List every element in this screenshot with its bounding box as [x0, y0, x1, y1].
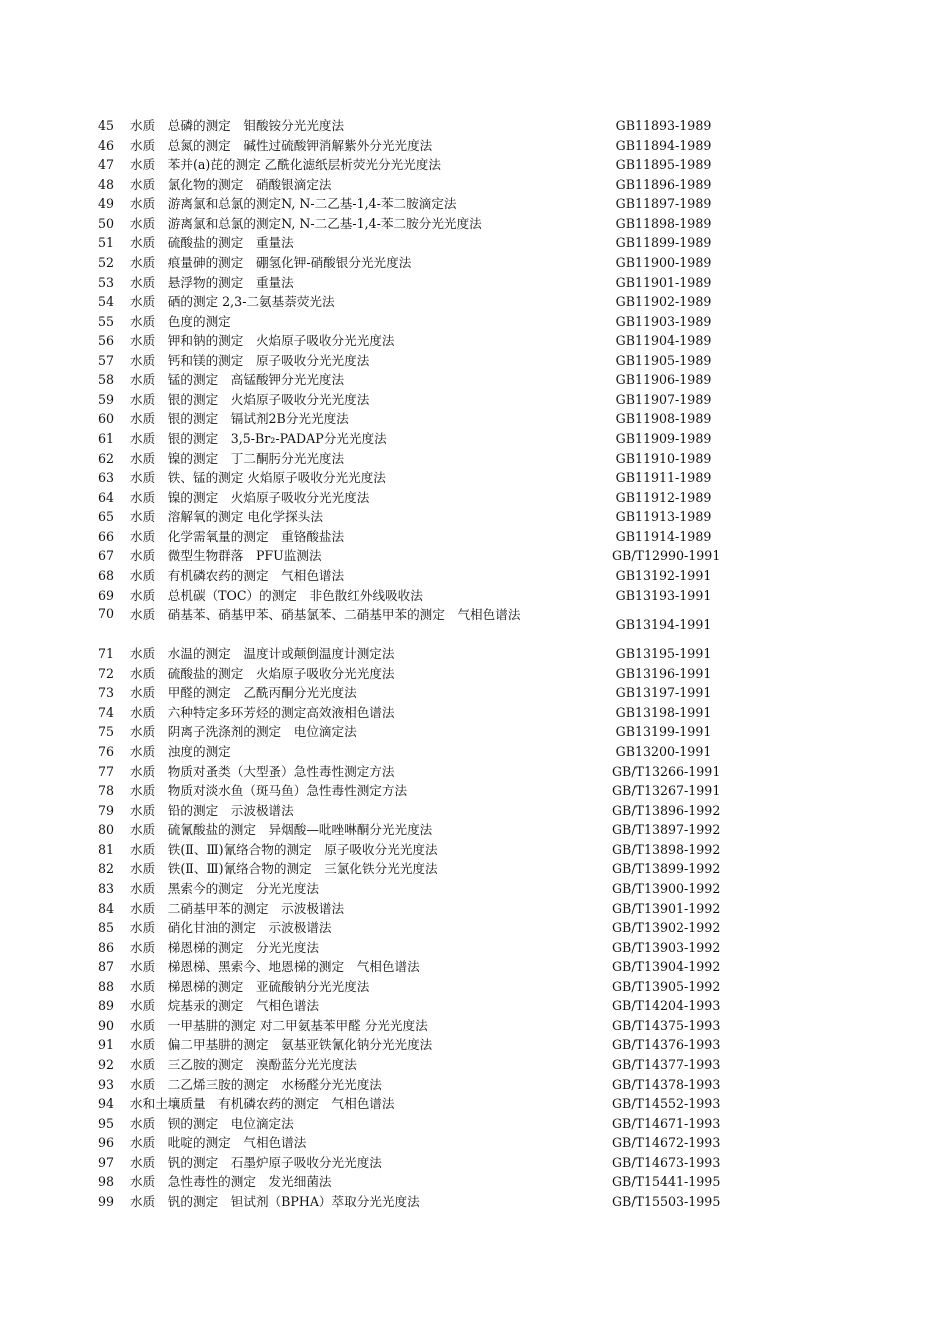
standard-title: 水质 物质对蚤类（大型蚤）急性毒性测定方法	[130, 763, 395, 779]
standard-code: GB/T13898-1992	[612, 841, 721, 857]
table-row	[92, 683, 732, 703]
table-row	[92, 605, 732, 644]
row-number: 76	[97, 744, 114, 759]
table-row	[92, 175, 732, 195]
row-number: 80	[97, 822, 114, 838]
standard-code: GB/T14673-1993	[612, 1154, 721, 1170]
table-row	[92, 1153, 732, 1173]
table-row	[92, 312, 732, 332]
standard-title: 水质 氯化物的测定 硝酸银滴定法	[130, 176, 332, 192]
standard-code: GB11911-1989	[615, 470, 712, 486]
standard-code: GB11903-1989	[615, 313, 712, 329]
standard-code: GB/T12990-1991	[612, 548, 721, 564]
standard-code: GB/T14378-1993	[612, 1076, 721, 1092]
standard-title: 水质 甲醛的测定 乙酰丙酮分光光度法	[130, 685, 357, 701]
table-row	[92, 136, 732, 156]
table-row	[92, 644, 732, 664]
row-number: 63	[97, 470, 114, 486]
standard-title: 水质 梯恩梯的测定 亚硫酸钠分光光度法	[130, 978, 370, 994]
row-number: 47	[97, 157, 114, 173]
table-row	[92, 586, 732, 606]
standard-code: GB/T14552-1993	[612, 1096, 721, 1112]
table-row	[92, 1192, 732, 1212]
row-number: 45	[97, 118, 114, 133]
standard-code: GB11907-1989	[615, 391, 712, 407]
standard-code: GB/T14376-1993	[612, 1037, 721, 1053]
table-row	[92, 273, 732, 293]
standard-title: 水质 银的测定 3,5-Br₂-PADAP分光光度法	[130, 431, 387, 446]
table-row	[92, 1094, 732, 1114]
standard-code: GB/T13904-1992	[612, 959, 721, 975]
row-number: 93	[97, 1076, 114, 1092]
standard-code: GB/T13897-1992	[612, 822, 721, 838]
row-number: 78	[97, 783, 114, 799]
standard-code: GB13199-1991	[615, 724, 712, 740]
standard-code: GB/T13899-1992	[612, 861, 721, 877]
row-number: 46	[97, 137, 114, 153]
standard-title: 水质 痕量砷的测定 硼氢化钾-硝酸银分光光度法	[130, 254, 412, 270]
standard-title: 水质 总氮的测定 碱性过硫酸钾消解紫外分光光度法	[130, 137, 433, 153]
standard-code: GB/T13266-1991	[612, 763, 721, 779]
standard-code: GB11913-1989	[615, 509, 712, 525]
row-number: 74	[97, 704, 114, 720]
standard-title: 水质 化学需氧量的测定 重铬酸盐法	[130, 528, 345, 544]
standard-title: 水质 钒的测定 钽试剂（BPHA）萃取分光光度法	[130, 1193, 420, 1209]
standard-code: GB/T14375-1993	[612, 1017, 721, 1033]
table-row	[92, 331, 732, 351]
row-number: 72	[97, 665, 114, 681]
table-row	[92, 820, 732, 840]
row-number: 73	[97, 685, 114, 701]
standard-code: GB13198-1991	[615, 704, 712, 720]
row-number: 92	[97, 1057, 114, 1072]
row-number: 77	[97, 763, 114, 779]
row-number: 71	[97, 646, 114, 662]
row-number: 57	[97, 352, 114, 368]
row-number: 54	[97, 294, 114, 310]
standard-title: 水质 黑索今的测定 分光光度法	[130, 880, 319, 896]
standard-title: 水质 锰的测定 高锰酸钾分光光度法	[130, 372, 345, 388]
standard-title: 水质 总机碳（TOC）的测定 非色散红外线吸收法	[130, 587, 423, 603]
standard-title: 水质 浊度的测定	[130, 744, 231, 759]
standard-title: 水质 硒的测定 2,3-二氨基萘荧光法	[130, 294, 335, 310]
standard-code: GB11895-1989	[615, 157, 712, 173]
standard-title: 水质 水温的测定 温度计或颠倒温度计测定法	[130, 646, 395, 662]
standard-code: GB13197-1991	[615, 685, 712, 701]
row-number: 95	[97, 1115, 114, 1131]
table-row	[92, 1055, 732, 1075]
standard-title: 水质 阴离子洗涤剂的测定 电位滴定法	[130, 724, 357, 740]
table-row	[92, 233, 732, 253]
standard-code: GB/T15503-1995	[612, 1193, 721, 1209]
table-row	[92, 468, 732, 488]
table-row	[92, 664, 732, 684]
table-row	[92, 409, 732, 429]
standard-code: GB/T14671-1993	[612, 1115, 721, 1131]
standard-code: GB11902-1989	[615, 294, 712, 310]
standard-title: 水质 游离氯和总氯的测定N, N-二乙基-1,4-苯二胺滴定法	[130, 196, 457, 212]
table-row	[92, 116, 732, 136]
standard-title: 水质 银的测定 火焰原子吸收分光光度法	[130, 391, 370, 407]
standard-code: GB13194-1991	[615, 617, 712, 633]
standard-title: 水质 悬浮物的测定 重量法	[130, 274, 294, 290]
row-number: 85	[97, 920, 114, 936]
standard-title: 水质 镍的测定 丁二酮肟分光光度法	[130, 450, 345, 466]
row-number: 81	[97, 841, 114, 857]
standard-code: GB13193-1991	[615, 587, 712, 603]
standard-code: GB11893-1989	[615, 118, 712, 133]
table-row	[92, 1172, 732, 1192]
standard-title: 水质 硫氰酸盐的测定 异烟酸—吡唑啉酮分光光度法	[130, 822, 433, 838]
table-row	[92, 546, 732, 566]
standard-code: GB/T15441-1995	[612, 1174, 721, 1190]
standard-code: GB/T13896-1992	[612, 802, 721, 818]
standard-title: 水质 银的测定 镉试剂2B分光光度法	[130, 411, 349, 427]
row-number: 59	[97, 391, 114, 407]
table-row	[92, 214, 732, 234]
standard-code: GB13192-1991	[615, 567, 712, 583]
standard-code: GB11908-1989	[615, 411, 712, 427]
standard-title: 水质 二硝基甲苯的测定 示波极谱法	[130, 900, 345, 916]
row-number: 68	[97, 567, 114, 583]
table-row	[92, 703, 732, 723]
table-row	[92, 194, 732, 214]
standard-title: 水质 偏二甲基肼的测定 氨基亚铁氰化钠分光光度法	[130, 1037, 433, 1053]
standard-code: GB11914-1989	[615, 528, 712, 544]
standard-title: 水质 梯恩梯、黑索今、地恩梯的测定 气相色谱法	[130, 959, 420, 975]
standards-list	[92, 116, 732, 1212]
standard-title: 水质 钡的测定 电位滴定法	[130, 1115, 294, 1131]
standard-title: 水质 一甲基肼的测定 对二甲氨基苯甲醛 分光光度法	[130, 1017, 428, 1033]
standard-code: GB11910-1989	[615, 450, 712, 466]
row-number: 98	[97, 1174, 114, 1190]
row-number: 88	[97, 978, 114, 994]
standard-code: GB/T13903-1992	[612, 939, 721, 955]
row-number: 50	[97, 215, 114, 231]
table-row	[92, 449, 732, 469]
row-number: 70	[97, 606, 114, 622]
row-number: 64	[97, 489, 114, 505]
standard-title: 水质 硝化甘油的测定 示波极谱法	[130, 920, 332, 936]
row-number: 84	[97, 900, 114, 916]
table-row	[92, 351, 732, 371]
standard-code: GB/T13905-1992	[612, 978, 721, 994]
standard-code: GB/T14204-1993	[612, 998, 721, 1014]
standard-code: GB13195-1991	[615, 646, 712, 662]
table-row	[92, 722, 732, 742]
standard-code: GB11898-1989	[615, 215, 712, 231]
standard-title: 水质 梯恩梯的测定 分光光度法	[130, 939, 319, 955]
standard-code: GB11897-1989	[615, 196, 712, 212]
row-number: 82	[97, 861, 114, 877]
standard-title: 水质 溶解氧的测定 电化学探头法	[130, 509, 323, 525]
table-row	[92, 390, 732, 410]
standard-title: 水质 六种特定多环芳烃的测定高效液相色谱法	[130, 704, 395, 720]
standard-title: 水质 硫酸盐的测定 火焰原子吸收分光光度法	[130, 665, 395, 681]
standard-code: GB11899-1989	[615, 235, 712, 251]
table-row	[92, 1016, 732, 1036]
row-number: 69	[97, 587, 114, 603]
row-number: 66	[97, 528, 114, 544]
table-row	[92, 429, 732, 449]
table-row	[92, 996, 732, 1016]
standard-title: 水质 总磷的测定 钼酸铵分光光度法	[130, 118, 345, 133]
standard-code: GB13200-1991	[615, 744, 712, 759]
table-row	[92, 899, 732, 919]
row-number: 99	[97, 1193, 114, 1209]
table-row	[92, 370, 732, 390]
table-row	[92, 1075, 732, 1095]
standard-title: 水质 铁、锰的测定 火焰原子吸收分光光度法	[130, 470, 386, 486]
table-row	[92, 840, 732, 860]
standard-title: 水质 吡啶的测定 气相色谱法	[130, 1135, 307, 1151]
row-number: 90	[97, 1017, 114, 1033]
row-number: 48	[97, 176, 114, 192]
table-row	[92, 507, 732, 527]
standard-code: GB13196-1991	[615, 665, 712, 681]
standard-title: 水质 硝基苯、硝基甲苯、硝基氯苯、二硝基甲苯的测定 气相色谱法	[130, 607, 521, 623]
row-number: 97	[97, 1154, 114, 1170]
standard-title: 水质 色度的测定	[130, 313, 231, 329]
row-number: 87	[97, 959, 114, 975]
standard-code: GB11900-1989	[615, 254, 712, 270]
row-number: 75	[97, 724, 114, 740]
standard-title: 水质 烷基汞的测定 气相色谱法	[130, 998, 319, 1014]
standard-code: GB11904-1989	[615, 333, 712, 349]
row-number: 94	[97, 1096, 114, 1112]
standard-title: 水质 硫酸盐的测定 重量法	[130, 235, 294, 251]
table-row	[92, 1114, 732, 1134]
standard-code: GB11894-1989	[615, 137, 712, 153]
row-number: 49	[97, 196, 114, 212]
table-row	[92, 292, 732, 312]
table-row	[92, 918, 732, 938]
table-row	[92, 957, 732, 977]
table-row	[92, 1133, 732, 1153]
row-number: 89	[97, 998, 114, 1014]
standard-title: 水质 微型生物群落 PFU监测法	[130, 548, 322, 564]
standard-code: GB/T13267-1991	[612, 783, 721, 799]
table-row	[92, 488, 732, 508]
standard-title: 水和土壤质量 有机磷农药的测定 气相色谱法	[130, 1096, 395, 1112]
standard-code: GB11912-1989	[615, 489, 712, 505]
standard-title: 水质 物质对淡水鱼（斑马鱼）急性毒性测定方法	[130, 783, 408, 799]
standard-code: GB/T13900-1992	[612, 880, 721, 896]
standard-code: GB/T14672-1993	[612, 1135, 721, 1151]
standard-title: 水质 钾和钠的测定 火焰原子吸收分光光度法	[130, 333, 395, 349]
standard-title: 水质 游离氯和总氯的测定N, N-二乙基-1,4-苯二胺分光光度法	[130, 215, 482, 231]
standard-code: GB11905-1989	[615, 352, 712, 368]
row-number: 56	[97, 333, 114, 349]
row-number: 53	[97, 274, 114, 290]
row-number: 58	[97, 372, 114, 388]
row-number: 79	[97, 802, 114, 818]
table-row	[92, 527, 732, 547]
standard-code: GB11896-1989	[615, 176, 712, 192]
standard-title: 水质 镍的测定 火焰原子吸收分光光度法	[130, 489, 370, 505]
standard-code: GB/T14377-1993	[612, 1057, 721, 1072]
table-row	[92, 977, 732, 997]
row-number: 55	[97, 313, 114, 329]
table-row	[92, 253, 732, 273]
row-number: 65	[97, 509, 114, 525]
standard-title: 水质 铁(Ⅱ、Ⅲ)氰络合物的测定 原子吸收分光光度法	[130, 841, 438, 857]
row-number: 83	[97, 880, 114, 896]
standard-code: GB/T13902-1992	[612, 920, 721, 936]
table-row	[92, 781, 732, 801]
standard-code: GB11906-1989	[615, 372, 712, 388]
standard-title: 水质 铁(Ⅱ、Ⅲ)氰络合物的测定 三氯化铁分光光度法	[130, 861, 438, 877]
table-row	[92, 742, 732, 762]
table-row	[92, 801, 732, 821]
row-number: 51	[97, 235, 114, 251]
row-number: 67	[97, 548, 114, 564]
row-number: 60	[97, 411, 114, 427]
row-number: 86	[97, 939, 114, 955]
standard-title: 水质 二乙烯三胺的测定 水杨醛分光光度法	[130, 1076, 382, 1092]
standard-title: 水质 铅的测定 示波极谱法	[130, 802, 294, 818]
standard-code: GB11901-1989	[615, 274, 712, 290]
row-number: 52	[97, 254, 114, 270]
table-row	[92, 879, 732, 899]
row-number: 91	[97, 1037, 114, 1053]
table-row	[92, 1035, 732, 1055]
standard-code: GB11909-1989	[615, 431, 712, 446]
standard-title: 水质 钙和镁的测定 原子吸收分光光度法	[130, 352, 370, 368]
standard-title: 水质 苯并(a)芘的测定 乙酰化滤纸层析荧光分光光度法	[130, 157, 441, 173]
standard-code: GB/T13901-1992	[612, 900, 721, 916]
row-number: 61	[97, 431, 114, 446]
table-row	[92, 938, 732, 958]
table-row	[92, 566, 732, 586]
standard-title: 水质 三乙胺的测定 溴酚蓝分光光度法	[130, 1057, 357, 1072]
standard-title: 水质 急性毒性的测定 发光细菌法	[130, 1174, 332, 1190]
row-number: 96	[97, 1135, 114, 1151]
table-row	[92, 155, 732, 175]
table-row	[92, 762, 732, 782]
standard-title: 水质 钒的测定 石墨炉原子吸收分光光度法	[130, 1154, 382, 1170]
standard-title: 水质 有机磷农药的测定 气相色谱法	[130, 567, 345, 583]
row-number: 62	[97, 450, 114, 466]
table-row	[92, 859, 732, 879]
